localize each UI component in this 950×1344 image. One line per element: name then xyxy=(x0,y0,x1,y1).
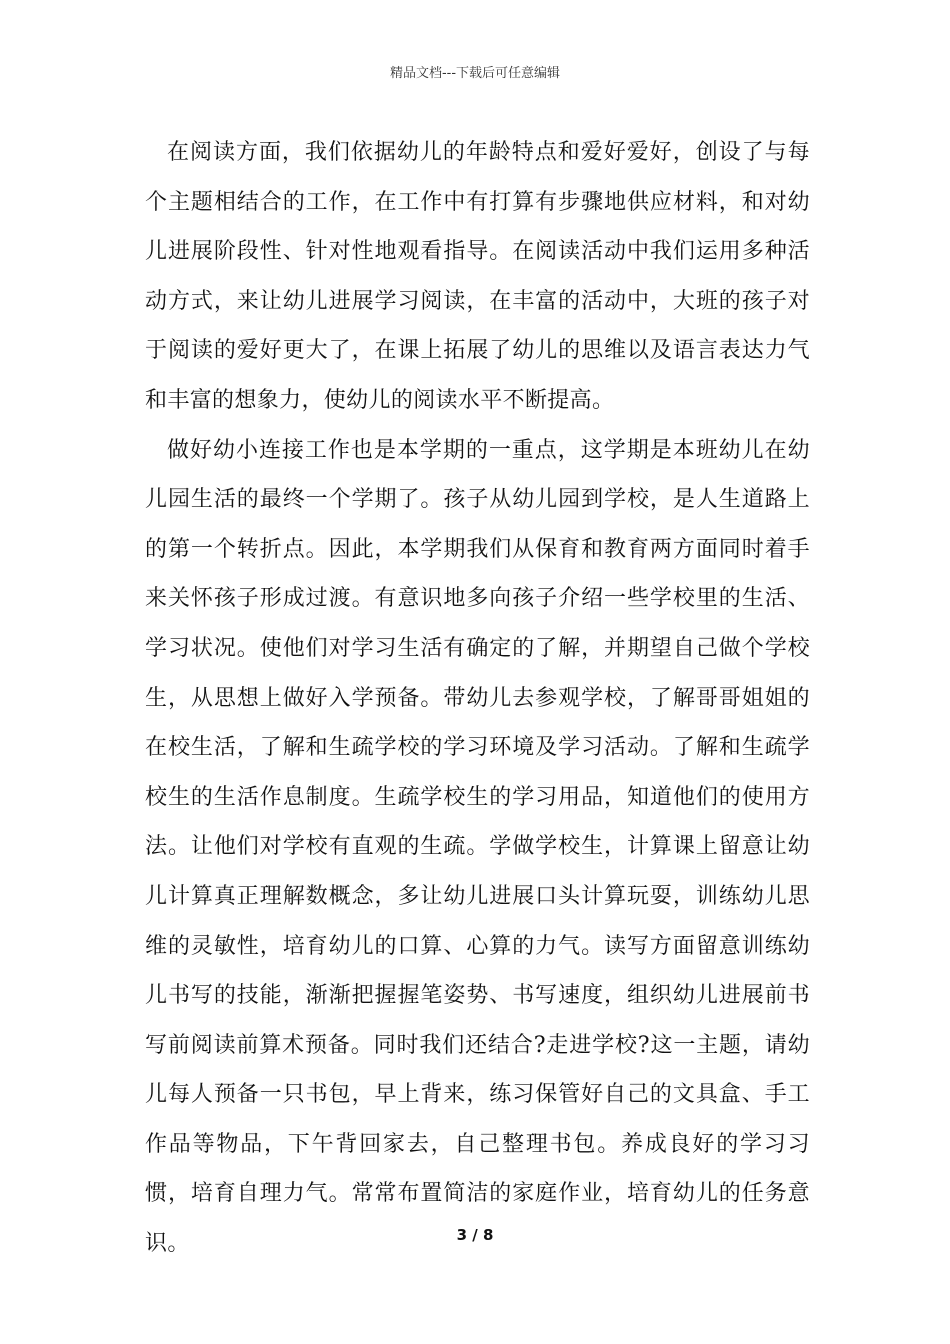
page-number: 3 / 8 xyxy=(456,1226,494,1244)
page-header: 精品文档---下载后可任意编辑 xyxy=(389,66,561,81)
paragraph-transition: 做好幼小连接工作也是本学期的一重点，这学期是本班幼儿在幼儿园生活的最终一个学期了。孩子从幼儿园到学校，是人生道路上的第一个转折点。因此，本学期我们从保育和教育两方面同时着手来关怀孩子形成过渡。有意识地多向孩子介绍一些学校里的生活、学习状况。使他们对学习生活有确定的了解，并期望自己做个学校生，从思想上做好入学预备。带幼儿去参观学校，了解哥哥姐姐的在校生活，了解和生疏学校的学习环境及学习活动。了解和生疏学校生的生活作息制度。生疏学校生的学习用品，知道他们的使用方法。让他们对学校有直观的生疏。学做学校生，计算课上留意让幼儿计算真正理解数概念，多让幼儿进展口头计算玩耍，训练幼儿思维的灵敏性，培育幼儿的口算、心算的力气。读写方面留意训练幼儿书写的技能，渐渐把握握笔姿势、书写速度，组织幼儿进展前书写前阅读前算术预备。同时我们还结合?走进学校?这一主题，请幼儿每人预备一只书包，早上背来，练习保管好自己的文具盒、手工作品等物品，下午背回家去，自己整理书包。养成良好的学习习惯，培育自理力气。常常布置简洁的家庭作业，培育幼儿的任务意识。 xyxy=(145,437,810,1257)
document-body xyxy=(145,128,810,1269)
paragraph-reading: 在阅读方面，我们依据幼儿的年龄特点和爱好爱好，创设了与每个主题相结合的工作，在工作中有打算有步骤地供应材料，和对幼儿进展阶段性、针对性地观看指导。在阅读活动中我们运用多种活动方式，来让幼儿进展学习阅读，在丰富的活动中，大班的孩子对于阅读的爱好更大了，在课上拓展了幼儿的思维以及语言表达力气和丰富的想象力，使幼儿的阅读水平不断提高。 xyxy=(145,140,810,413)
